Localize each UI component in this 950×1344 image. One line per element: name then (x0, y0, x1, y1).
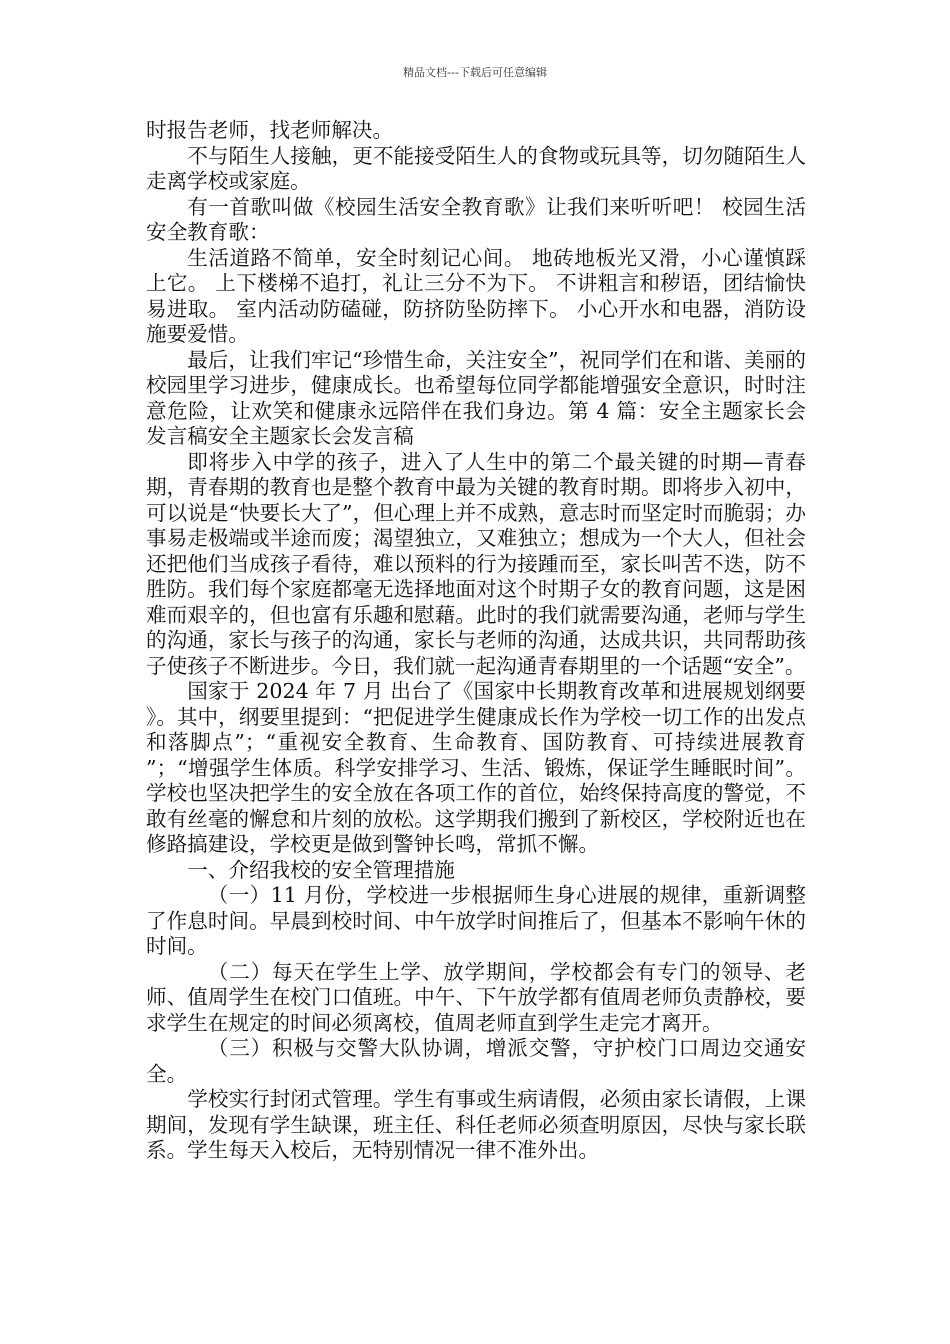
page-header: 精品文档---下载后可任意编辑 (403, 66, 547, 79)
paragraph: 国家于 2024 年 7 月 出台了《国家中长期教育改革和进展规划纲要 》。其中，纲要里提到：“把促进学生健康成长作为学校一切工作的出发点和落脚点”；“重视安全教育、生命教育、国防教育、可持续进展教育 ”；“增强学生体质。科学安排学习、生活、锻炼，保证学生睡眠时间”。 学校也坚决把学生的安全放在各项工作的首位，始终保持高度的警觉，不敢有丝毫的懈怠和片刻的放松。这学期我们搬到了新校区，学校附近也在修路搞建设，学校更是做到警钟长鸣，常抓不懈。 (146, 679, 806, 856)
paragraph: 学校实行封闭式管理。学生有事或生病请假，必须由家长请假，上课期间，发现有学生缺课，班主任、科任老师必须查明原因，尽快与家长联系。学生每天入校后，无特别情况一律不准外出。 (146, 1087, 806, 1162)
section-heading: 一、介绍我校的安全管理措施 (187, 857, 455, 882)
document-body (146, 118, 806, 1164)
paragraph: 最后，让我们牢记“珍惜生命，关注安全”，祝同学们在和谐、美丽的校园里学习进步，健康成长。也希望每位同学都能增强安全意识，时时注意危险，让欢笑和健康永远陪伴在我们身边。第 4 篇：安全主题家长会发言稿安全主题家长会发言稿 (146, 347, 806, 448)
paragraph: 不与陌生人接触，更不能接受陌生人的食物或玩具等，切勿随陌生人走离学校或家庭。 (146, 143, 806, 193)
paragraph: 生活道路不简单，安全时刻记心间。 地砖地板光又滑，小心谨慎踩上它。 上下楼梯不追打，礼让三分不为下。 不讲粗言和秽语，团结愉快易进取。 室内活动防磕碰，防挤防坠防摔下。 小心开水和电器，消防设施要爱惜。 (146, 245, 806, 346)
paragraph: （三）积极与交警大队协调，增派交警，守护校门口周边交通安全。 (146, 1036, 806, 1086)
paragraph: 有一首歌叫做《校园生活安全教育歌》让我们来听听吧！ 校园生活安全教育歌： (146, 194, 806, 244)
paragraph: （一）11 月份，学校进一步根据师生身心进展的规律，重新调整了作息时间。早晨到校时间、中午放学时间推后了，但基本不影响午休的时间。 (146, 883, 806, 958)
paragraph: 即将步入中学的孩子，进入了人生中的第二个最关键的时期—青春期，青春期的教育也是整个教育中最为关键的教育时期。即将步入初中，可以说是“快要长大了”，但心理上并不成熟，意志时而坚定时而脆弱；办事易走极端或半途而废；渴望独立，又难独立；想成为一个大人，但社会还把他们当成孩子看待，难以预料的行为接踵而至，家长叫苦不迭，防不胜防。我们每个家庭都毫无选择地面对这个时期子女的教育问题，这是困难而艰辛的，但也富有乐趣和慰藉。此时的我们就需要沟通，老师与学生的沟通，家长与孩子的沟通，家长与老师的沟通，达成共识，共同帮助孩子使孩子不断进步。今日，我们就一起沟通青春期里的一个话题“安全”。 (146, 449, 806, 678)
paragraph: （二）每天在学生上学、放学期间，学校都会有专门的领导、老师、值周学生在校门口值班。中午、下午放学都有值周老师负责静校，要求学生在规定的时间必须离校，值周老师直到学生走完才离开。 (146, 959, 806, 1035)
paragraph: 时报告老师，找老师解决。 (146, 118, 394, 142)
